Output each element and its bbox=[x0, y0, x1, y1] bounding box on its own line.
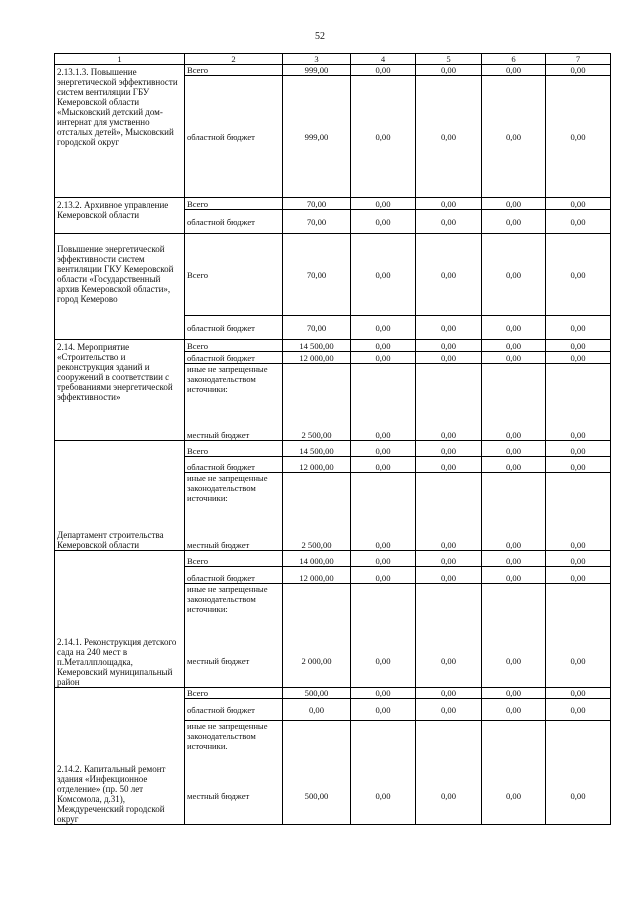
cell-value bbox=[416, 584, 482, 636]
cell-value: 0,00 bbox=[482, 352, 546, 364]
cell-value: 70,00 bbox=[283, 198, 351, 210]
cell-value: 0,00 bbox=[482, 340, 546, 352]
cell-value: 0,00 bbox=[351, 521, 416, 551]
cell-value bbox=[283, 584, 351, 636]
funding-source: областной бюджет bbox=[185, 210, 283, 234]
cell-value: 0,00 bbox=[482, 76, 546, 198]
cell-value: 0,00 bbox=[546, 340, 611, 352]
header-row bbox=[55, 54, 611, 65]
cell-value: 0,00 bbox=[416, 234, 482, 316]
cell-value: 12 000,00 bbox=[283, 352, 351, 364]
cell-value bbox=[416, 364, 482, 419]
cell-value: 0,00 bbox=[546, 198, 611, 210]
measure-name: 2.13.1.3. Повышение энергетической эффективности систем вентиляции ГБУ Кемеровской области «Мысковский детский дом-интернат для умственно отсталых детей», Мысковский городской округ bbox=[55, 65, 185, 198]
cell-value: 0,00 bbox=[546, 699, 611, 721]
cell-value: 0,00 bbox=[416, 551, 482, 567]
cell-value bbox=[482, 473, 546, 521]
cell-value: 0,00 bbox=[351, 234, 416, 316]
cell-value: 0,00 bbox=[546, 769, 611, 825]
funding-source: Всего bbox=[185, 551, 283, 567]
cell-value: 500,00 bbox=[283, 688, 351, 699]
funding-source: областной бюджет bbox=[185, 457, 283, 473]
cell-value: 0,00 bbox=[546, 210, 611, 234]
cell-value: 0,00 bbox=[351, 699, 416, 721]
cell-value: 0,00 bbox=[416, 441, 482, 457]
funding-source: Всего bbox=[185, 441, 283, 457]
cell-value: 0,00 bbox=[416, 521, 482, 551]
cell-value: 0,00 bbox=[546, 76, 611, 198]
table-row bbox=[55, 198, 611, 210]
cell-value: 70,00 bbox=[283, 234, 351, 316]
cell-value: 0,00 bbox=[546, 316, 611, 340]
cell-value bbox=[416, 721, 482, 769]
cell-value: 0,00 bbox=[351, 688, 416, 699]
funding-source: областной бюджет bbox=[185, 567, 283, 584]
measure-name: 2.14.1. Реконструкция детского сада на 240 мест в п.Металлплощадка, Кемеровский муниципальный район bbox=[55, 551, 185, 688]
cell-value: 0,00 bbox=[416, 76, 482, 198]
cell-value: 0,00 bbox=[482, 198, 546, 210]
cell-value: 0,00 bbox=[546, 688, 611, 699]
funding-source: иные не запрещенные законодательством источники: bbox=[185, 473, 283, 521]
cell-value: 0,00 bbox=[416, 198, 482, 210]
table-row bbox=[55, 340, 611, 352]
cell-value: 0,00 bbox=[416, 352, 482, 364]
table-row bbox=[55, 65, 611, 76]
measure-name: Повышение энергетической эффективности систем вентиляции ГКУ Кемеровской области «Государственный архив Кемеровской области», город Кемерово bbox=[55, 234, 185, 340]
cell-value bbox=[283, 721, 351, 769]
table-row bbox=[55, 551, 611, 567]
cell-value: 0,00 bbox=[482, 316, 546, 340]
cell-value: 0,00 bbox=[546, 457, 611, 473]
measure-name: 2.14. Мероприятие «Строительство и реконструкция зданий и сооружений в соответствии с требованиями энергетической эффективности» bbox=[55, 340, 185, 441]
cell-value: 0,00 bbox=[482, 441, 546, 457]
cell-value: 0,00 bbox=[351, 441, 416, 457]
cell-value: 0,00 bbox=[416, 316, 482, 340]
budget-table bbox=[54, 53, 611, 825]
funding-source: Всего bbox=[185, 234, 283, 316]
cell-value: 0,00 bbox=[416, 340, 482, 352]
cell-value: 0,00 bbox=[416, 769, 482, 825]
cell-value: 0,00 bbox=[546, 636, 611, 688]
funding-source: областной бюджет bbox=[185, 699, 283, 721]
cell-value: 0,00 bbox=[482, 234, 546, 316]
cell-value: 0,00 bbox=[351, 551, 416, 567]
cell-value: 0,00 bbox=[546, 441, 611, 457]
column-header: 7 bbox=[546, 54, 611, 65]
cell-value: 0,00 bbox=[351, 198, 416, 210]
cell-value: 0,00 bbox=[546, 567, 611, 584]
cell-value bbox=[351, 584, 416, 636]
column-header: 2 bbox=[185, 54, 283, 65]
cell-value bbox=[283, 364, 351, 419]
cell-value: 14 500,00 bbox=[283, 340, 351, 352]
cell-value: 70,00 bbox=[283, 210, 351, 234]
cell-value: 0,00 bbox=[416, 457, 482, 473]
funding-source: местный бюджет bbox=[185, 419, 283, 441]
funding-source: областной бюджет bbox=[185, 352, 283, 364]
cell-value bbox=[482, 364, 546, 419]
cell-value: 999,00 bbox=[283, 76, 351, 198]
funding-source: областной бюджет bbox=[185, 76, 283, 198]
column-header: 6 bbox=[482, 54, 546, 65]
cell-value bbox=[546, 721, 611, 769]
cell-value: 0,00 bbox=[482, 210, 546, 234]
table-row bbox=[55, 441, 611, 457]
cell-value: 0,00 bbox=[351, 352, 416, 364]
funding-source: Всего bbox=[185, 65, 283, 76]
funding-source: местный бюджет bbox=[185, 636, 283, 688]
table-row bbox=[55, 688, 611, 699]
cell-value: 0,00 bbox=[416, 210, 482, 234]
cell-value: 0,00 bbox=[482, 636, 546, 688]
cell-value: 0,00 bbox=[351, 340, 416, 352]
cell-value: 12 000,00 bbox=[283, 457, 351, 473]
cell-value: 0,00 bbox=[546, 419, 611, 441]
cell-value: 0,00 bbox=[482, 419, 546, 441]
cell-value: 0,00 bbox=[482, 65, 546, 76]
funding-source: Всего bbox=[185, 340, 283, 352]
cell-value: 0,00 bbox=[283, 699, 351, 721]
cell-value bbox=[351, 473, 416, 521]
cell-value: 0,00 bbox=[351, 316, 416, 340]
cell-value: 0,00 bbox=[416, 688, 482, 699]
cell-value: 14 000,00 bbox=[283, 551, 351, 567]
cell-value: 2 000,00 bbox=[283, 636, 351, 688]
cell-value: 12 000,00 bbox=[283, 567, 351, 584]
cell-value: 0,00 bbox=[482, 699, 546, 721]
cell-value: 0,00 bbox=[482, 567, 546, 584]
cell-value: 0,00 bbox=[546, 234, 611, 316]
cell-value: 0,00 bbox=[546, 521, 611, 551]
page-number: 52 bbox=[315, 31, 325, 42]
measure-name: 2.14.2. Капитальный ремонт здания «Инфекционное отделение» (пр. 50 лет Комсомола, д.31), Междуреченский городской округ bbox=[55, 688, 185, 825]
funding-source: Всего bbox=[185, 688, 283, 699]
cell-value bbox=[546, 364, 611, 419]
cell-value: 0,00 bbox=[482, 551, 546, 567]
funding-source: Всего bbox=[185, 198, 283, 210]
cell-value bbox=[482, 721, 546, 769]
cell-value: 14 500,00 bbox=[283, 441, 351, 457]
cell-value bbox=[482, 584, 546, 636]
cell-value: 0,00 bbox=[416, 65, 482, 76]
cell-value bbox=[416, 473, 482, 521]
cell-value bbox=[546, 473, 611, 521]
cell-value: 0,00 bbox=[351, 636, 416, 688]
funding-source: иные не запрещенные законодательством источники: bbox=[185, 584, 283, 636]
cell-value: 0,00 bbox=[482, 521, 546, 551]
cell-value: 0,00 bbox=[351, 457, 416, 473]
cell-value: 2 500,00 bbox=[283, 419, 351, 441]
cell-value: 0,00 bbox=[416, 567, 482, 584]
cell-value: 0,00 bbox=[546, 352, 611, 364]
cell-value: 0,00 bbox=[482, 688, 546, 699]
cell-value: 2 500,00 bbox=[283, 521, 351, 551]
cell-value bbox=[351, 721, 416, 769]
cell-value bbox=[283, 473, 351, 521]
cell-value: 0,00 bbox=[416, 419, 482, 441]
column-header: 5 bbox=[416, 54, 482, 65]
funding-source: иные не запрещенные законодательством источники. bbox=[185, 721, 283, 769]
measure-name: 2.13.2. Архивное управление Кемеровской области bbox=[55, 198, 185, 234]
cell-value: 0,00 bbox=[351, 769, 416, 825]
column-header: 4 bbox=[351, 54, 416, 65]
column-header: 3 bbox=[283, 54, 351, 65]
cell-value: 0,00 bbox=[546, 65, 611, 76]
table-row bbox=[55, 234, 611, 316]
funding-source: областной бюджет bbox=[185, 316, 283, 340]
measure-name: Департамент строительства Кемеровской области bbox=[55, 441, 185, 551]
cell-value: 0,00 bbox=[416, 636, 482, 688]
funding-source: местный бюджет bbox=[185, 521, 283, 551]
cell-value: 999,00 bbox=[283, 65, 351, 76]
cell-value: 70,00 bbox=[283, 316, 351, 340]
funding-source: местный бюджет bbox=[185, 769, 283, 825]
cell-value: 0,00 bbox=[351, 76, 416, 198]
cell-value: 0,00 bbox=[482, 769, 546, 825]
cell-value: 500,00 bbox=[283, 769, 351, 825]
funding-source: иные не запрещенные законодательством источники: bbox=[185, 364, 283, 419]
column-header: 1 bbox=[55, 54, 185, 65]
cell-value: 0,00 bbox=[351, 210, 416, 234]
cell-value: 0,00 bbox=[482, 457, 546, 473]
cell-value bbox=[546, 584, 611, 636]
cell-value bbox=[351, 364, 416, 419]
cell-value: 0,00 bbox=[416, 699, 482, 721]
cell-value: 0,00 bbox=[351, 419, 416, 441]
cell-value: 0,00 bbox=[351, 65, 416, 76]
cell-value: 0,00 bbox=[546, 551, 611, 567]
cell-value: 0,00 bbox=[351, 567, 416, 584]
